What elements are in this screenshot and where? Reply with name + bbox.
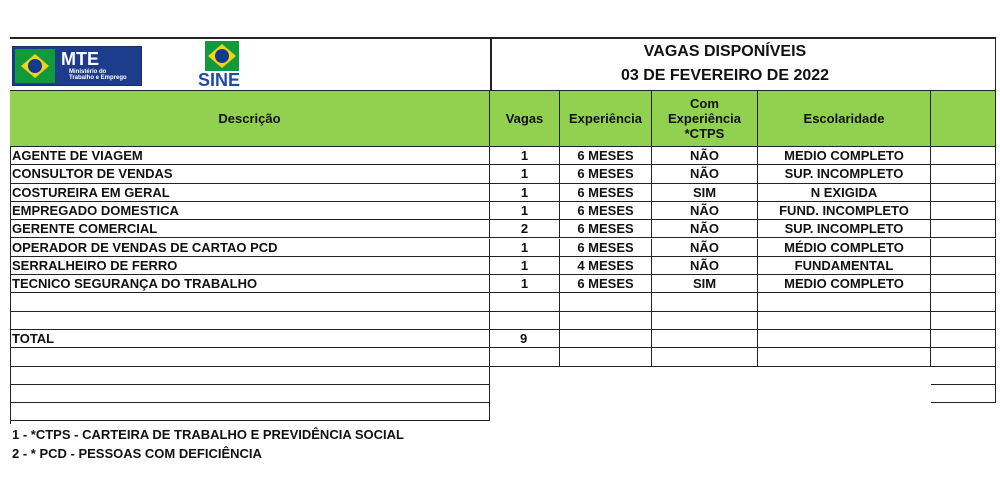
- table-cell: [10, 385, 490, 403]
- cell-descricao: AGENTE DE VIAGEM: [10, 147, 490, 165]
- column-header-extra: [931, 90, 996, 147]
- cell-escolaridade: SUP. INCOMPLETO: [758, 220, 931, 238]
- table-cell: [931, 367, 996, 385]
- table-cell: [931, 220, 996, 238]
- cell-escolaridade: FUND. INCOMPLETO: [758, 202, 931, 220]
- table-cell: [10, 367, 490, 385]
- table-cell: [10, 403, 490, 421]
- cell-experiencia: 6 MESES: [560, 147, 652, 165]
- cell-vagas: 1: [490, 147, 560, 165]
- table-cell: [931, 348, 996, 366]
- cell-vagas: 1: [490, 257, 560, 275]
- cell-vagas: 1: [490, 275, 560, 293]
- table-cell: [490, 293, 560, 311]
- table-cell: [652, 348, 758, 366]
- sine-logo-text: SINE: [198, 70, 241, 90]
- cell-descricao: CONSULTOR DE VENDAS: [10, 165, 490, 183]
- cell-escolaridade: MEDIO COMPLETO: [758, 147, 931, 165]
- column-header-vagas: Vagas: [490, 90, 560, 147]
- footnote-ctps: 1 - *CTPS - CARTEIRA DE TRABALHO E PREVIDÊNCIA SOCIAL: [12, 427, 404, 442]
- cell-experiencia: 4 MESES: [560, 257, 652, 275]
- table-cell: [490, 312, 560, 330]
- cell-experiencia: 6 MESES: [560, 165, 652, 183]
- table-cell: [652, 330, 758, 348]
- page-title: VAGAS DISPONÍVEIS: [643, 43, 807, 60]
- column-header-descricao: Descrição: [10, 90, 490, 147]
- cell-vagas: 2: [490, 220, 560, 238]
- cell-escolaridade: SUP. INCOMPLETO: [758, 165, 931, 183]
- cell-experiencia: 6 MESES: [560, 239, 652, 257]
- cell-ctps: NÃO: [652, 165, 758, 183]
- table-cell: [931, 312, 996, 330]
- cell-escolaridade: MÉDIO COMPLETO: [758, 239, 931, 257]
- table-cell: [931, 293, 996, 311]
- cell-ctps: NÃO: [652, 220, 758, 238]
- table-cell: [10, 312, 490, 330]
- footnote-pcd: 2 - * PCD - PESSOAS COM DEFICIÊNCIA: [12, 446, 262, 461]
- cell-descricao: OPERADOR DE VENDAS DE CARTAO PCD: [10, 239, 490, 257]
- cell-experiencia: 6 MESES: [560, 275, 652, 293]
- table-cell: [931, 147, 996, 165]
- total-value: 9: [490, 330, 560, 348]
- column-header-experiencia: Experiência: [560, 90, 652, 147]
- cell-ctps: SIM: [652, 184, 758, 202]
- cell-vagas: 1: [490, 165, 560, 183]
- cell-experiencia: 6 MESES: [560, 220, 652, 238]
- table-cell: [931, 330, 996, 348]
- cell-vagas: 1: [490, 184, 560, 202]
- table-cell: [758, 348, 931, 366]
- sine-flag-icon: [205, 41, 239, 71]
- table-cell: [560, 312, 652, 330]
- cell-vagas: 1: [490, 202, 560, 220]
- cell-experiencia: 6 MESES: [560, 184, 652, 202]
- cell-ctps: NÃO: [652, 239, 758, 257]
- cell-ctps: NÃO: [652, 147, 758, 165]
- page-date: 03 DE FEVEREIRO DE 2022: [620, 67, 830, 84]
- table-cell: [931, 239, 996, 257]
- table-cell: [10, 293, 490, 311]
- mte-logo: [12, 46, 142, 86]
- table-cell: [931, 385, 996, 403]
- cell-vagas: 1: [490, 239, 560, 257]
- column-header-escolaridade: Escolaridade: [758, 90, 931, 147]
- table-cell: [758, 293, 931, 311]
- cell-descricao: COSTUREIRA EM GERAL: [10, 184, 490, 202]
- mte-logo-text: MTE: [61, 49, 99, 69]
- table-cell: [758, 330, 931, 348]
- table-cell: [931, 184, 996, 202]
- cell-descricao: EMPREGADO DOMESTICA: [10, 202, 490, 220]
- cell-descricao: SERRALHEIRO DE FERRO: [10, 257, 490, 275]
- cell-escolaridade: MEDIO COMPLETO: [758, 275, 931, 293]
- table-cell: [931, 165, 996, 183]
- table-cell: [560, 348, 652, 366]
- cell-escolaridade: N EXIGIDA: [758, 184, 931, 202]
- table-cell: [931, 257, 996, 275]
- cell-ctps: SIM: [652, 275, 758, 293]
- table-cell: [931, 275, 996, 293]
- column-header-ctps: Com Experiência *CTPS: [652, 90, 758, 147]
- table-cell: [931, 202, 996, 220]
- total-label: TOTAL: [10, 330, 490, 348]
- table-cell: [652, 312, 758, 330]
- table-cell: [758, 312, 931, 330]
- table-cell: [490, 348, 560, 366]
- brazil-flag-icon: [15, 49, 55, 83]
- cell-descricao: GERENTE COMERCIAL: [10, 220, 490, 238]
- cell-experiencia: 6 MESES: [560, 202, 652, 220]
- table-cell: [10, 348, 490, 366]
- table-cell: [560, 293, 652, 311]
- table-cell: [652, 293, 758, 311]
- cell-ctps: NÃO: [652, 257, 758, 275]
- cell-descricao: TECNICO SEGURANÇA DO TRABALHO: [10, 275, 490, 293]
- table-cell: [560, 330, 652, 348]
- mte-logo-subtitle: Ministério do Trabalho e Emprego: [69, 69, 127, 81]
- cell-escolaridade: FUNDAMENTAL: [758, 257, 931, 275]
- cell-ctps: NÃO: [652, 202, 758, 220]
